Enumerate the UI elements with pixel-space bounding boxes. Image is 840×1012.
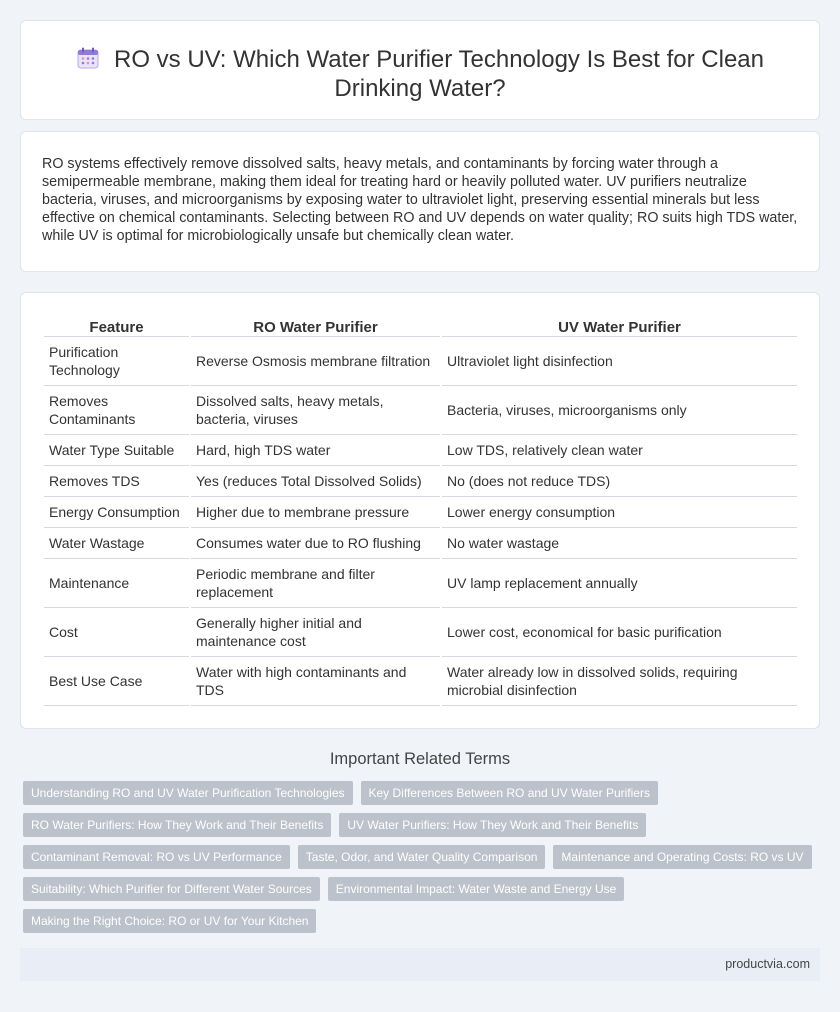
comparison-card (20, 292, 820, 729)
related-term-tag[interactable]: Key Differences Between RO and UV Water Purifiers (361, 781, 658, 805)
table-row (44, 657, 797, 706)
table-cell: Maintenance (44, 559, 189, 608)
related-terms-list (23, 781, 813, 933)
page-title-text: RO vs UV: Which Water Purifier Technology Is Best for Clean Drinking Water? (113, 46, 764, 102)
table-row (44, 559, 797, 608)
table-cell: Energy Consumption (44, 497, 189, 528)
table-cell: Lower energy consumption (442, 497, 797, 528)
related-term-tag[interactable]: Maintenance and Operating Costs: RO vs UV (553, 845, 811, 869)
table-cell: Removes Contaminants (44, 386, 189, 435)
table-cell: Water with high contaminants and TDS (191, 657, 440, 706)
table-cell: Lower cost, economical for basic purification (442, 608, 797, 657)
related-term-tag[interactable]: UV Water Purifiers: How They Work and Their Benefits (339, 813, 646, 837)
table-cell: Yes (reduces Total Dissolved Solids) (191, 466, 440, 497)
title-card (20, 20, 820, 120)
related-term-tag[interactable]: Understanding RO and UV Water Purification Technologies (23, 781, 353, 805)
table-cell: Water Type Suitable (44, 435, 189, 466)
intro-paragraph: RO systems effectively remove dissolved salts, heavy metals, and contaminants by forcing water through a semipermeable membrane, making them ideal for treating hard or heavily polluted water. UV purifiers neutralize bacteria, viruses, and microorganisms by exposing water to ultraviolet light, preserving essential minerals but less effective on chemical contaminants. Selecting between RO and UV depends on water quality; RO suits high TDS water, while UV is optimal for microbiologically unsafe but chemically clean water. (42, 156, 798, 244)
table-cell: No (does not reduce TDS) (442, 466, 797, 497)
table-cell: Water Wastage (44, 528, 189, 559)
related-term-tag[interactable]: Suitability: Which Purifier for Different Water Sources (23, 877, 320, 901)
table-cell: Hard, high TDS water (191, 435, 440, 466)
table-cell: Purification Technology (44, 337, 189, 386)
header-ro: RO Water Purifier (191, 317, 440, 337)
related-terms-title: Important Related Terms (329, 750, 511, 768)
related-term-tag[interactable]: Making the Right Choice: RO or UV for Your Kitchen (23, 909, 316, 933)
table-cell: Bacteria, viruses, microorganisms only (442, 386, 797, 435)
table-cell: Periodic membrane and filter replacement (191, 559, 440, 608)
table-cell: Low TDS, relatively clean water (442, 435, 797, 466)
table-row (44, 608, 797, 657)
table-cell: No water wastage (442, 528, 797, 559)
table-row (44, 435, 797, 466)
footer (20, 948, 820, 981)
table-cell: UV lamp replacement annually (442, 559, 797, 608)
table-row (44, 337, 797, 386)
table-cell: Consumes water due to RO flushing (191, 528, 440, 559)
table-cell: Removes TDS (44, 466, 189, 497)
page-title (21, 45, 819, 103)
header-feature: Feature (44, 317, 189, 337)
comparison-table (42, 317, 799, 706)
related-term-tag[interactable]: RO Water Purifiers: How They Work and Their Benefits (23, 813, 331, 837)
related-term-tag[interactable]: Contaminant Removal: RO vs UV Performance (23, 845, 290, 869)
table-cell: Higher due to membrane pressure (191, 497, 440, 528)
related-term-tag[interactable]: Taste, Odor, and Water Quality Comparison (298, 845, 546, 869)
table-header-row (44, 317, 797, 337)
table-cell: Water already low in dissolved solids, requiring microbial disinfection (442, 657, 797, 706)
table-row (44, 386, 797, 435)
table-row (44, 497, 797, 528)
calendar-icon (76, 46, 100, 70)
footer-site-link[interactable]: productvia.com (725, 957, 810, 971)
table-cell: Ultraviolet light disinfection (442, 337, 797, 386)
table-cell: Cost (44, 608, 189, 657)
table-cell: Dissolved salts, heavy metals, bacteria, viruses (191, 386, 440, 435)
header-uv: UV Water Purifier (442, 317, 797, 337)
related-term-tag[interactable]: Environmental Impact: Water Waste and Energy Use (328, 877, 625, 901)
table-row (44, 466, 797, 497)
table-cell: Generally higher initial and maintenance cost (191, 608, 440, 657)
table-row (44, 528, 797, 559)
intro-card (20, 131, 820, 272)
table-cell: Best Use Case (44, 657, 189, 706)
table-cell: Reverse Osmosis membrane filtration (191, 337, 440, 386)
